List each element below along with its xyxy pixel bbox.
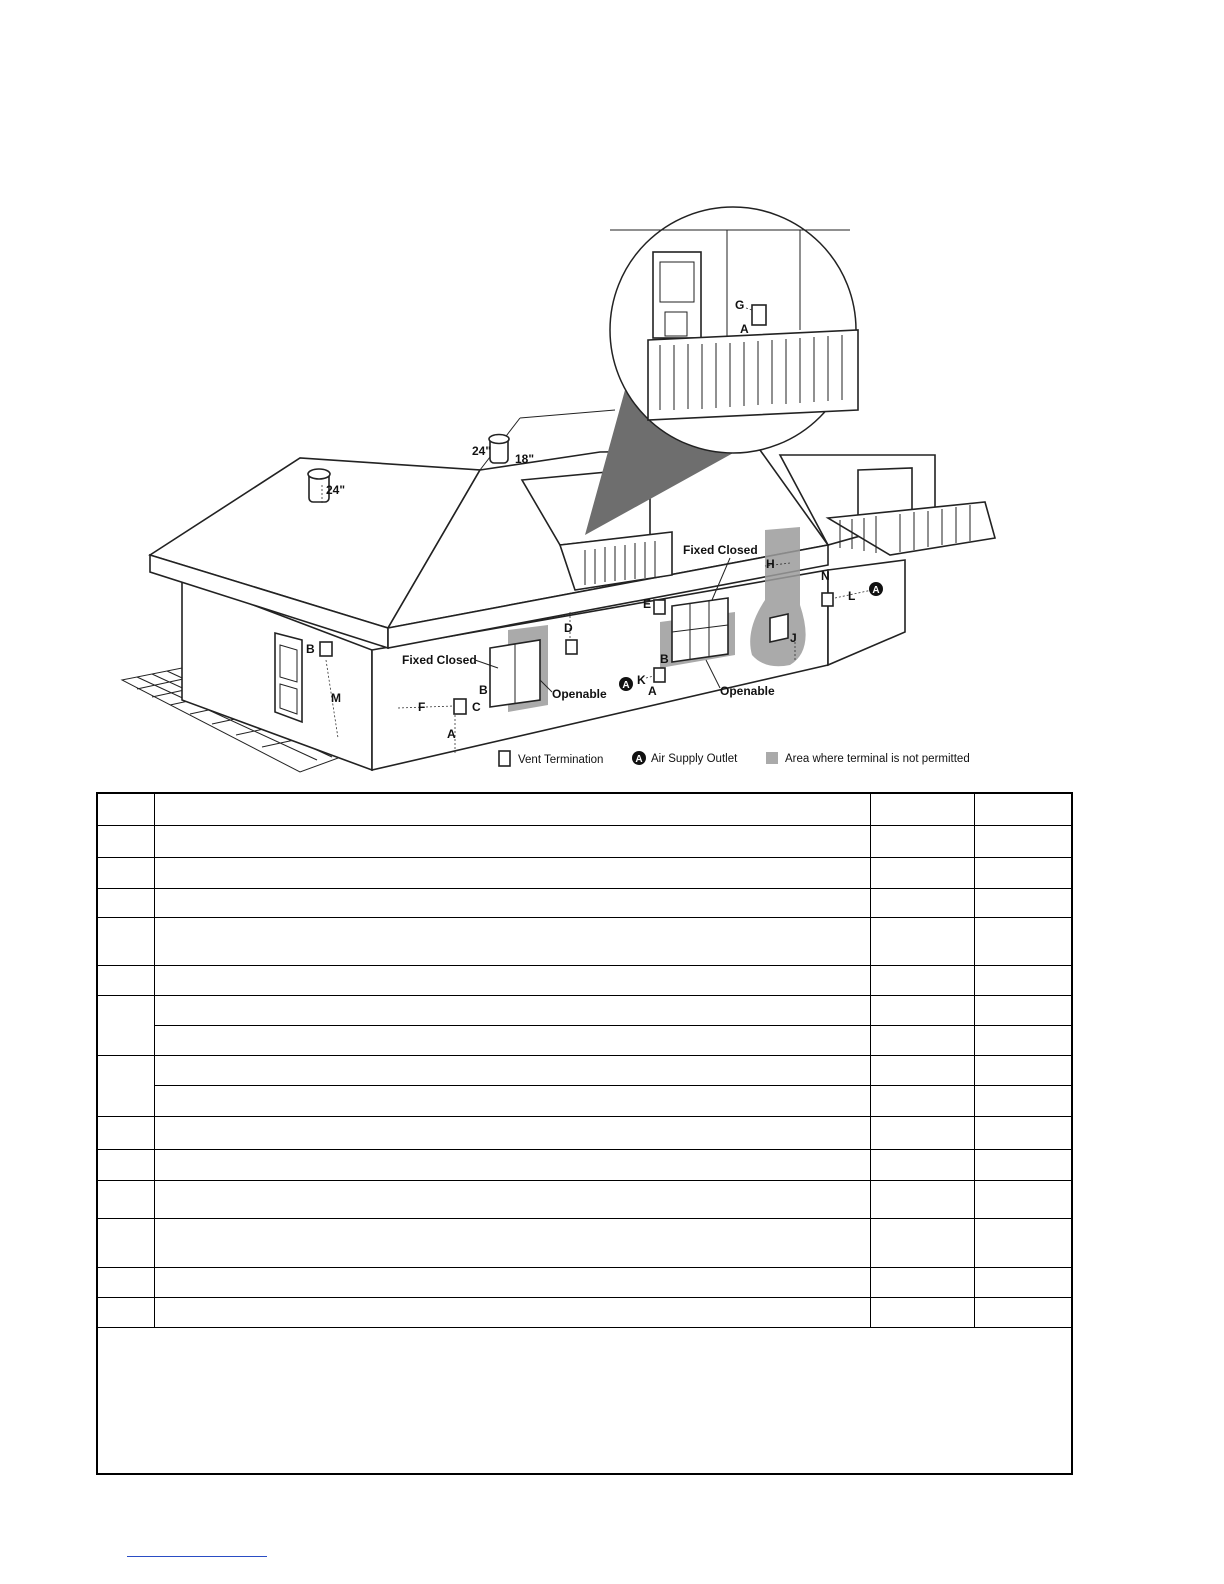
legend xyxy=(499,751,970,766)
label-d: D xyxy=(564,621,573,635)
table-row xyxy=(98,1055,1071,1085)
label-h: H xyxy=(766,557,775,571)
window-right xyxy=(672,598,728,662)
legend-vent-termination: Vent Termination xyxy=(518,754,604,766)
table-row xyxy=(98,917,1071,965)
annotation-openable-right: Openable xyxy=(720,684,775,698)
table-row xyxy=(98,1149,1071,1180)
table-header-row xyxy=(98,794,1071,825)
label-e: E xyxy=(643,597,652,611)
table-row xyxy=(98,1297,1071,1327)
label-c: C xyxy=(472,700,481,714)
dimension-roof-vent-2-height: 24" xyxy=(472,444,492,458)
legend-not-permitted: Area where terminal is not permitted xyxy=(785,753,970,765)
legend-air-supply-outlet: Air Supply Outlet xyxy=(651,753,738,765)
footer-link-underline[interactable] xyxy=(127,1556,267,1557)
label-a-wall: A xyxy=(447,727,456,741)
air-supply-symbol-k: A xyxy=(622,680,630,691)
vent-clearance-illustration xyxy=(0,0,1224,790)
roof-vent-2 xyxy=(489,435,509,464)
not-permitted-legend-swatch xyxy=(766,752,778,764)
table-row xyxy=(98,857,1071,888)
annotation-openable-left: Openable xyxy=(552,687,607,701)
label-b-right: B xyxy=(660,652,669,666)
legend-air-supply-symbol: A xyxy=(635,754,643,765)
table-row xyxy=(98,965,1071,995)
window-left xyxy=(490,640,540,707)
annotation-fixed-closed-right: Fixed Closed xyxy=(683,543,758,557)
table-row xyxy=(98,1218,1071,1267)
label-a-magnifier: A xyxy=(740,322,749,336)
table-row xyxy=(98,1180,1071,1218)
label-g: G xyxy=(735,298,745,312)
table-row xyxy=(98,1267,1071,1297)
label-a-right: A xyxy=(648,684,657,698)
table-row xyxy=(98,825,1071,857)
table-row xyxy=(98,888,1071,917)
clearance-table xyxy=(96,792,1073,1475)
vent-termination-legend-icon xyxy=(499,751,510,766)
annotation-fixed-closed-left: Fixed Closed xyxy=(402,653,477,667)
air-supply-symbol-l: A xyxy=(872,585,880,596)
dimension-roof-vent-1: 24" xyxy=(326,483,346,497)
table-row xyxy=(98,1085,1071,1116)
label-b-door: B xyxy=(306,642,315,656)
dimension-roof-vent-2-offset: 18" xyxy=(515,452,535,466)
label-k: K xyxy=(637,673,646,687)
label-f: F xyxy=(418,700,426,714)
wall-box-j xyxy=(770,614,788,642)
table-row xyxy=(98,995,1071,1025)
side-door xyxy=(275,633,302,722)
label-b-window: B xyxy=(479,683,488,697)
table-row xyxy=(98,1025,1071,1055)
label-m: M xyxy=(331,691,341,705)
table-row xyxy=(98,1116,1071,1149)
table-notes-row xyxy=(98,1327,1071,1476)
label-l: L xyxy=(848,589,856,603)
air-supply-outlet-l xyxy=(869,582,883,596)
label-j: J xyxy=(790,631,797,645)
air-supply-outlet-k xyxy=(619,677,633,691)
label-n: N xyxy=(821,569,830,583)
